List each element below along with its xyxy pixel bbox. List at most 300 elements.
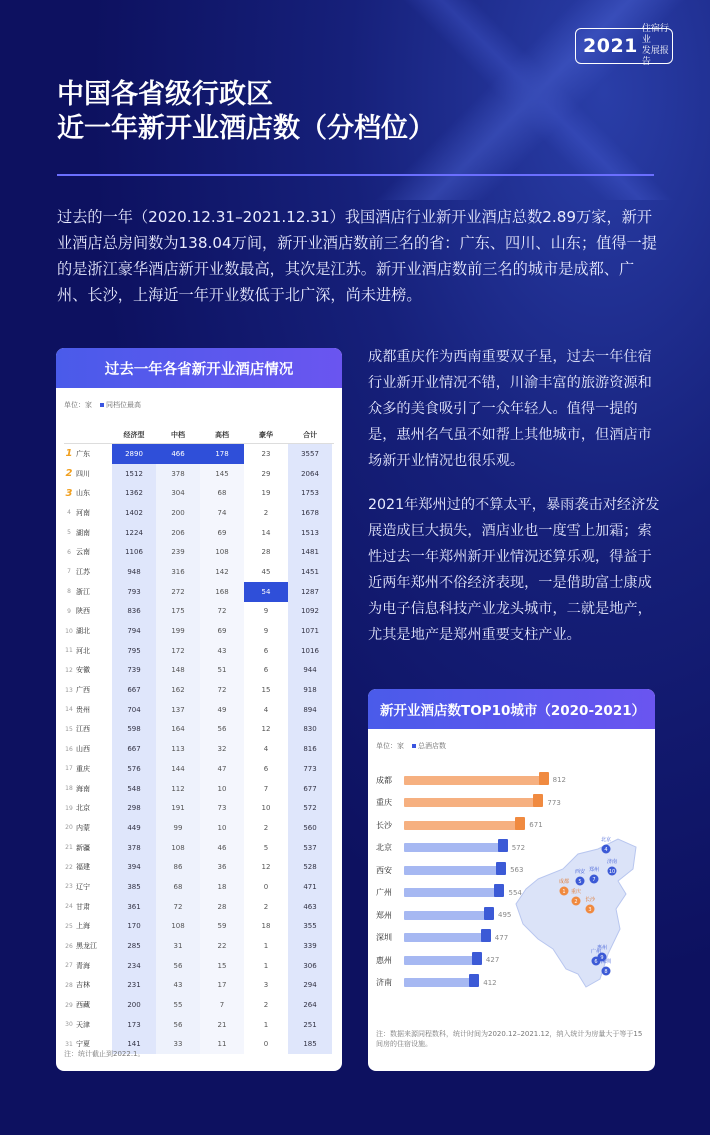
city-chart-card — [368, 689, 655, 1071]
bar-value: 563 — [510, 866, 524, 875]
table-cell: 68 — [156, 877, 200, 897]
table-cell: 528 — [288, 857, 332, 877]
bar — [404, 843, 506, 852]
table-row — [64, 444, 334, 464]
rank: 14 — [65, 706, 73, 714]
table-cell: 28 — [200, 897, 244, 917]
building-icon — [498, 839, 508, 852]
table-cell: 316 — [156, 562, 200, 582]
table-cell: 6 — [244, 641, 288, 661]
table-cell: 1512 — [112, 464, 156, 484]
table-row — [64, 739, 334, 759]
legend-swatch-icon — [100, 403, 104, 407]
title-line-2: 近一年新开业酒店数（分档位） — [57, 113, 435, 144]
chart-unit-legend — [368, 729, 655, 751]
table-cell: 5 — [244, 838, 288, 858]
building-icon — [481, 929, 491, 942]
table-cell: 69 — [200, 621, 244, 641]
table-cell: 172 — [156, 641, 200, 661]
rank: 30 — [65, 1021, 73, 1029]
page-title — [57, 78, 435, 146]
table-cell: 14 — [244, 523, 288, 543]
bar — [404, 776, 547, 785]
table-cell: 918 — [288, 680, 332, 700]
bar — [404, 956, 480, 965]
building-icon — [472, 952, 482, 965]
map-city-label: 北京 — [600, 837, 612, 843]
table-cell: 793 — [112, 582, 156, 602]
table-cell: 55 — [156, 995, 200, 1015]
table-title: 过去一年各省新开业酒店情况 — [56, 348, 342, 388]
bar — [404, 866, 504, 875]
map-rank: 10 — [608, 869, 616, 875]
building-icon — [494, 884, 504, 897]
table-cell: 56 — [200, 720, 244, 740]
table-cell: 667 — [112, 680, 156, 700]
table-cell: 191 — [156, 798, 200, 818]
bar-row — [376, 814, 566, 837]
table-cell: 144 — [156, 759, 200, 779]
unit-label: 单位：家 — [64, 401, 92, 409]
province-name: 贵州 — [76, 705, 90, 714]
table-cell: 2 — [244, 897, 288, 917]
table-cell: 175 — [156, 602, 200, 622]
bar-row — [376, 927, 566, 950]
table-cell: 164 — [156, 720, 200, 740]
table-cell: 199 — [156, 621, 200, 641]
table-cell: 449 — [112, 818, 156, 838]
table-cell: 23 — [244, 444, 288, 464]
table-cell: 162 — [156, 680, 200, 700]
table-cell: 10 — [200, 779, 244, 799]
table-cell: 7 — [244, 779, 288, 799]
table-cell: 576 — [112, 759, 156, 779]
bar-value: 477 — [494, 933, 509, 942]
table-cell: 1481 — [288, 542, 332, 562]
province-name: 浙江 — [76, 587, 90, 596]
bar-label: 西安 — [376, 865, 392, 875]
table-cell: 3 — [244, 976, 288, 996]
table-cell: 378 — [112, 838, 156, 858]
table-cell: 2890 — [112, 444, 156, 464]
province-name: 吉林 — [76, 981, 90, 990]
table-header-row — [64, 426, 334, 444]
table-cell: 46 — [200, 838, 244, 858]
rank: 18 — [65, 785, 73, 793]
table-cell: 4 — [244, 739, 288, 759]
province-name: 西藏 — [76, 1001, 90, 1010]
rank: 9 — [67, 607, 71, 615]
table-cell: 32 — [200, 739, 244, 759]
table-cell: 142 — [200, 562, 244, 582]
table-row — [64, 562, 334, 582]
table-row — [64, 917, 334, 937]
province-name: 山西 — [76, 745, 90, 754]
table-cell: 471 — [288, 877, 332, 897]
table-cell: 15 — [200, 956, 244, 976]
table-unit-legend — [56, 388, 342, 410]
map-rank: 8 — [604, 969, 608, 975]
table-cell: 9 — [244, 602, 288, 622]
table-cell: 108 — [200, 542, 244, 562]
table-cell: 86 — [156, 857, 200, 877]
table-cell: 304 — [156, 483, 200, 503]
bar-row — [376, 904, 566, 927]
bar-label: 济南 — [376, 978, 392, 988]
province-name: 安徽 — [76, 666, 90, 675]
map-city-label: 深圳 — [600, 959, 612, 965]
header-economy: 经济型 — [112, 426, 156, 443]
rank: 3 — [65, 487, 73, 499]
table-row — [64, 602, 334, 622]
table-cell: 33 — [156, 1035, 200, 1055]
rank: 31 — [65, 1040, 73, 1048]
building-icon — [515, 817, 525, 830]
table-row — [64, 759, 334, 779]
table-row — [64, 976, 334, 996]
table-cell: 836 — [112, 602, 156, 622]
table-cell: 73 — [200, 798, 244, 818]
table-cell: 178 — [200, 444, 244, 464]
province-name: 北京 — [76, 804, 90, 813]
city-bar-chart — [376, 769, 566, 994]
rank: 24 — [65, 903, 73, 911]
province-name: 陕西 — [76, 607, 90, 616]
table-cell: 19 — [244, 483, 288, 503]
table-cell: 548 — [112, 779, 156, 799]
province-name: 辽宁 — [76, 882, 90, 891]
table-cell: 537 — [288, 838, 332, 858]
table-cell: 1071 — [288, 621, 332, 641]
bar-row — [376, 882, 566, 905]
table-cell: 1753 — [288, 483, 332, 503]
bar — [404, 821, 523, 830]
bar-row — [376, 972, 566, 995]
table-cell: 6 — [244, 759, 288, 779]
province-name: 山东 — [76, 489, 90, 498]
table-cell: 68 — [200, 483, 244, 503]
table-cell: 18 — [244, 917, 288, 937]
rank: 27 — [65, 962, 73, 970]
table-cell: 285 — [112, 936, 156, 956]
table-cell: 59 — [200, 917, 244, 937]
table-cell: 298 — [112, 798, 156, 818]
table-cell: 1678 — [288, 503, 332, 523]
map-city-label: 长沙 — [584, 897, 596, 903]
table-cell: 22 — [200, 936, 244, 956]
province-name: 江苏 — [76, 567, 90, 576]
table-cell: 54 — [244, 582, 288, 602]
table-cell: 560 — [288, 818, 332, 838]
right-paragraph-1: 成都重庆作为西南重要双子星，过去一年住宿行业新开业情况不错，川渝丰富的旅游资源和众多的美食吸引了一众年轻人。值得一提的是，惠州名气虽不如帮上其他城市，但酒店市场新开业情况也很乐观。 — [368, 349, 652, 469]
bar-row — [376, 769, 566, 792]
province-table — [64, 426, 334, 1054]
table-cell: 251 — [288, 1015, 332, 1035]
table-cell: 394 — [112, 857, 156, 877]
province-name: 内蒙 — [76, 823, 90, 832]
table-cell: 264 — [288, 995, 332, 1015]
table-cell: 49 — [200, 700, 244, 720]
right-paragraph-2: 2021年郑州过的不算太平，暴雨袭击对经济发展造成巨大损失，酒店业也一度雪上加霜；索性过去一年郑州新开业情况还算乐观，得益于近两年郑州不俗经济表现，一是借助富士康成为电子信息科技产业龙头城市，二就是地产，尤其是地产是郑州重要支柱产业。 — [368, 497, 660, 643]
table-cell: 239 — [156, 542, 200, 562]
table-cell: 6 — [244, 661, 288, 681]
table-cell: 12 — [244, 720, 288, 740]
table-cell: 667 — [112, 739, 156, 759]
province-name: 新疆 — [76, 843, 90, 852]
rank: 29 — [65, 1001, 73, 1009]
table-row — [64, 779, 334, 799]
intro-paragraph: 过去的一年（2020.12.31–2021.12.31）我国酒店行业新开业酒店总数2.89万家，新开业酒店总房间数为138.04万间，新开业酒店数前三名的省：广东、四川、山东；值得一提的是浙江豪华酒店新开业数最高，其次是江苏。新开业酒店数前三名的城市是成都、广州、长沙，上海近一年开业数低于北广深，尚未进榜。 — [57, 208, 657, 304]
table-cell: 141 — [112, 1035, 156, 1055]
header-midscale: 中档 — [156, 426, 200, 443]
table-cell: 72 — [156, 897, 200, 917]
table-cell: 385 — [112, 877, 156, 897]
table-cell: 1106 — [112, 542, 156, 562]
bar-value: 412 — [483, 978, 497, 987]
table-cell: 231 — [112, 976, 156, 996]
table-cell: 112 — [156, 779, 200, 799]
province-name: 湖北 — [76, 627, 90, 636]
table-cell: 2 — [244, 503, 288, 523]
bar-label: 成都 — [376, 775, 392, 785]
table-cell: 2 — [244, 995, 288, 1015]
table-cell: 463 — [288, 897, 332, 917]
bar-label: 长沙 — [376, 820, 392, 830]
table-cell: 45 — [244, 562, 288, 582]
rank: 19 — [65, 804, 73, 812]
province-name: 甘肃 — [76, 902, 90, 911]
table-cell: 145 — [200, 464, 244, 484]
bar-value: 554 — [508, 888, 522, 897]
map-rank: 4 — [604, 847, 608, 853]
rank: 11 — [65, 647, 73, 655]
table-row — [64, 680, 334, 700]
divider — [57, 174, 654, 176]
bar-value: 773 — [547, 798, 561, 807]
rank: 28 — [65, 981, 73, 989]
table-cell: 72 — [200, 602, 244, 622]
bar-label: 广州 — [376, 888, 392, 898]
table-row — [64, 503, 334, 523]
table-row — [64, 661, 334, 681]
map-rank: 1 — [562, 889, 566, 895]
title-line-1: 中国各省级行政区 — [57, 79, 273, 110]
table-cell: 1092 — [288, 602, 332, 622]
bar-value: 427 — [485, 956, 500, 965]
table-cell: 72 — [200, 680, 244, 700]
rank: 13 — [65, 686, 73, 694]
province-name: 上海 — [76, 922, 90, 931]
table-cell: 795 — [112, 641, 156, 661]
table-cell: 56 — [156, 1015, 200, 1035]
table-cell: 29 — [244, 464, 288, 484]
table-cell: 1016 — [288, 641, 332, 661]
bar-label: 深圳 — [376, 933, 392, 943]
table-cell: 28 — [244, 542, 288, 562]
building-icon — [539, 772, 549, 785]
table-cell: 339 — [288, 936, 332, 956]
chart-legend-item: 总酒店数 — [412, 741, 446, 751]
rank: 22 — [65, 863, 73, 871]
table-cell: 36 — [200, 857, 244, 877]
bar-label: 重庆 — [376, 798, 392, 808]
bar-label: 郑州 — [376, 910, 392, 920]
map-city-label: 郑州 — [588, 867, 600, 873]
table-cell: 11 — [200, 1035, 244, 1055]
table-cell: 3557 — [288, 444, 332, 464]
table-cell: 1 — [244, 1015, 288, 1035]
rank: 26 — [65, 942, 73, 950]
province-name: 福建 — [76, 863, 90, 872]
table-cell: 704 — [112, 700, 156, 720]
table-row — [64, 838, 334, 858]
table-cell: 816 — [288, 739, 332, 759]
table-cell: 51 — [200, 661, 244, 681]
bar-value: 671 — [529, 821, 543, 830]
table-cell: 31 — [156, 936, 200, 956]
bar-row — [376, 837, 566, 860]
table-cell: 0 — [244, 1035, 288, 1055]
bar — [404, 911, 492, 920]
table-cell: 773 — [288, 759, 332, 779]
table-cell: 361 — [112, 897, 156, 917]
table-cell: 43 — [156, 976, 200, 996]
table-row — [64, 936, 334, 956]
table-cell: 4 — [244, 700, 288, 720]
building-icon — [496, 862, 506, 875]
table-cell: 306 — [288, 956, 332, 976]
table-cell: 2064 — [288, 464, 332, 484]
bar-row — [376, 949, 566, 972]
rank: 1 — [65, 448, 73, 460]
map-city-label: 惠州 — [596, 945, 608, 951]
table-row — [64, 857, 334, 877]
table-cell: 21 — [200, 1015, 244, 1035]
badge-subtitle: 住宿行业 发展报告 — [641, 24, 669, 67]
bar — [404, 978, 477, 987]
rank: 21 — [65, 844, 73, 852]
map-city-label: 广州 — [590, 949, 602, 955]
map-rank: 3 — [588, 907, 592, 913]
rank: 15 — [65, 725, 73, 733]
table-cell: 234 — [112, 956, 156, 976]
table-cell: 74 — [200, 503, 244, 523]
province-name: 江西 — [76, 725, 90, 734]
table-cell: 173 — [112, 1015, 156, 1035]
table-note: 注：统计截止到2022.1。 — [64, 1050, 145, 1058]
table-row — [64, 956, 334, 976]
province-name: 海南 — [76, 784, 90, 793]
table-cell: 69 — [200, 523, 244, 543]
table-cell: 7 — [200, 995, 244, 1015]
map-city-label: 济南 — [606, 859, 618, 865]
province-name: 宁夏 — [76, 1040, 90, 1049]
table-row — [64, 798, 334, 818]
table-cell: 1 — [244, 956, 288, 976]
table-cell: 1451 — [288, 562, 332, 582]
table-cell: 148 — [156, 661, 200, 681]
table-cell: 355 — [288, 917, 332, 937]
table-cell: 43 — [200, 641, 244, 661]
province-name: 青海 — [76, 961, 90, 970]
bar — [404, 888, 502, 897]
table-cell: 948 — [112, 562, 156, 582]
chart-unit-label: 单位：家 — [376, 742, 404, 750]
building-icon — [484, 907, 494, 920]
table-row — [64, 897, 334, 917]
building-icon — [533, 794, 543, 807]
rank: 10 — [65, 627, 73, 635]
rank: 16 — [65, 745, 73, 753]
table-cell: 1 — [244, 936, 288, 956]
bar-label: 北京 — [376, 843, 392, 853]
table-cell: 830 — [288, 720, 332, 740]
header-upscale: 高档 — [200, 426, 244, 443]
table-cell: 168 — [200, 582, 244, 602]
table-cell: 108 — [156, 917, 200, 937]
province-name: 云南 — [76, 548, 90, 557]
bar-value: 495 — [498, 911, 512, 920]
table-cell: 10 — [244, 798, 288, 818]
table-cell: 200 — [156, 503, 200, 523]
table-cell: 272 — [156, 582, 200, 602]
rank: 17 — [65, 765, 73, 773]
table-row — [64, 818, 334, 838]
rank: 12 — [65, 666, 73, 674]
bar-row — [376, 859, 566, 882]
rank: 25 — [65, 922, 73, 930]
table-row — [64, 621, 334, 641]
table-cell: 12 — [244, 857, 288, 877]
bar-row — [376, 792, 566, 815]
rank: 8 — [67, 588, 71, 596]
table-cell: 0 — [244, 877, 288, 897]
bar — [404, 798, 541, 807]
rank: 7 — [67, 568, 71, 576]
table-cell: 108 — [156, 838, 200, 858]
chart-legend-swatch-icon — [412, 744, 416, 748]
map-city-label: 西安 — [574, 869, 586, 875]
bar-value: 572 — [511, 843, 526, 852]
map-rank: 7 — [592, 877, 596, 883]
table-cell: 739 — [112, 661, 156, 681]
building-icon — [469, 974, 479, 987]
table-cell: 378 — [156, 464, 200, 484]
table-cell: 1224 — [112, 523, 156, 543]
table-cell: 894 — [288, 700, 332, 720]
table-cell: 113 — [156, 739, 200, 759]
rank: 23 — [65, 883, 73, 891]
table-row — [64, 700, 334, 720]
bar-label: 惠州 — [376, 955, 392, 965]
table-cell: 17 — [200, 976, 244, 996]
table-cell: 1287 — [288, 582, 332, 602]
table-row — [64, 641, 334, 661]
table-cell: 47 — [200, 759, 244, 779]
report-badge — [575, 24, 673, 67]
badge-year: 2021 — [583, 35, 638, 57]
province-name: 湖南 — [76, 528, 90, 537]
province-name: 广西 — [76, 686, 90, 695]
table-cell: 56 — [156, 956, 200, 976]
table-row — [64, 464, 334, 484]
table-cell: 294 — [288, 976, 332, 996]
table-cell: 794 — [112, 621, 156, 641]
table-cell: 170 — [112, 917, 156, 937]
table-cell: 15 — [244, 680, 288, 700]
table-cell: 598 — [112, 720, 156, 740]
table-row — [64, 582, 334, 602]
